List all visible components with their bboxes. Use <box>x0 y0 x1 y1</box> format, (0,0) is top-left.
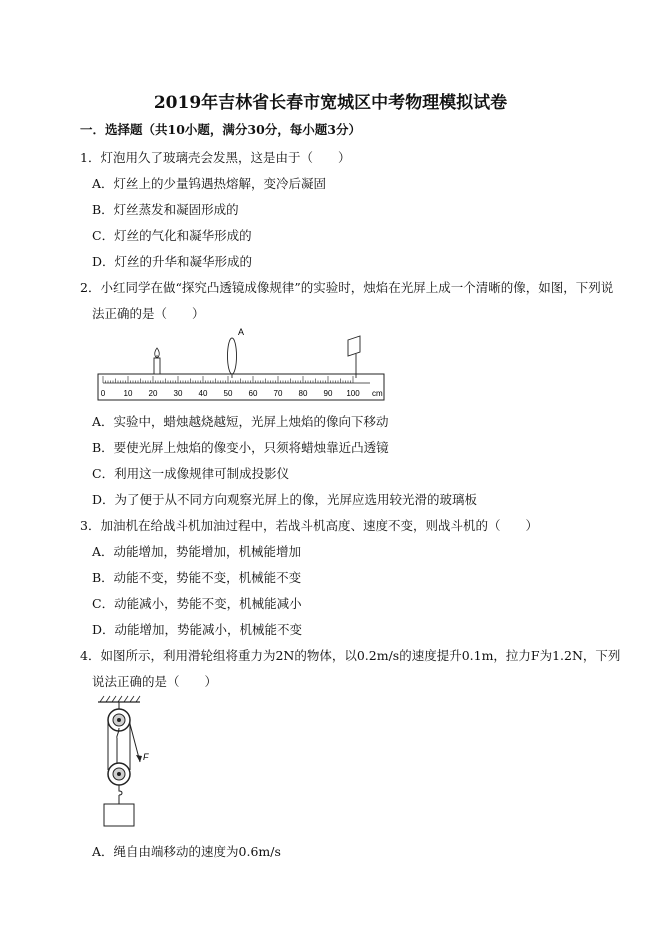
force-arrowhead <box>136 755 142 762</box>
ruler-label-80: 80 <box>298 389 308 398</box>
section-heading: 一．选择题（共10小题，满分30分，每小题3分） <box>80 122 361 137</box>
weight-block <box>104 804 134 826</box>
pulley-figure <box>96 694 176 834</box>
lens-label: A <box>238 327 245 337</box>
question-4-stem-line-2: 说法正确的是（ ） <box>92 674 218 689</box>
ruler-label-50: 50 <box>223 389 233 398</box>
question-1-option-d: D．灯丝的升华和凝华形成的 <box>92 254 253 269</box>
ruler-label-0: 0 <box>100 389 106 398</box>
ruler-label-70: 70 <box>273 389 283 398</box>
optical-bench-ruler <box>98 374 384 400</box>
ruler-unit-label: cm <box>372 389 383 398</box>
candle <box>154 348 160 374</box>
light-screen <box>348 336 360 378</box>
ruler-label-10: 10 <box>123 389 133 398</box>
question-3-option-c: C．动能减小，势能不变，机械能减小 <box>92 596 302 611</box>
question-3-option-d: D．动能增加，势能减小，机械能不变 <box>92 622 303 637</box>
fixed-pulley <box>108 709 130 738</box>
force-label: F <box>143 752 149 762</box>
question-3-option-a: A．动能增加，势能增加，机械能增加 <box>92 544 302 559</box>
ruler-label-40: 40 <box>198 389 208 398</box>
question-2-stem-line-2: 法正确的是（ ） <box>92 306 205 321</box>
convex-lens <box>228 327 245 378</box>
question-4-stem-line-1: 4．如图所示，利用滑轮组将重力为2N的物体，以0.2m/s的速度提升0.1m，拉力F为1.2N，下列 <box>80 648 621 663</box>
question-1-option-c: C．灯丝的气化和凝华形成的 <box>92 228 252 243</box>
question-3-option-b: B．动能不变，势能不变，机械能不变 <box>92 570 302 585</box>
ruler-label-60: 60 <box>248 389 258 398</box>
question-2-option-d: D．为了便于从不同方向观察光屏上的像，光屏应选用较光滑的玻璃板 <box>92 492 478 507</box>
question-1-stem: 1．灯泡用久了玻璃壳会发黑，这是由于（ ） <box>80 150 351 165</box>
optical-bench-figure <box>90 326 390 406</box>
question-2-option-c: C．利用这一成像规律可制成投影仪 <box>92 466 290 481</box>
ruler-label-100: 100 <box>346 389 360 398</box>
question-2-stem-line-1: 2．小红同学在做“探究凸透镜成像规律”的实验时，烛焰在光屏上成一个清晰的像，如图，下列说 <box>80 280 614 295</box>
question-1-option-a: A．灯丝上的少量钨遇热熔解，变冷后凝固 <box>92 176 327 191</box>
ceiling-support <box>98 696 140 710</box>
movable-pulley <box>108 763 130 804</box>
question-1-option-b: B．灯丝蒸发和凝固形成的 <box>92 202 239 217</box>
ruler-label-90: 90 <box>323 389 333 398</box>
ruler-label-20: 20 <box>148 389 158 398</box>
page-title: 2019年吉林省长春市宽城区中考物理模拟试卷 <box>153 93 508 113</box>
question-4-option-a: A．绳自由端移动的速度为0.6m/s <box>92 844 281 859</box>
question-3-stem: 3．加油机在给战斗机加油过程中，若战斗机高度、速度不变，则战斗机的（ ） <box>80 518 538 533</box>
question-2-option-a: A．实验中，蜡烛越烧越短，光屏上烛焰的像向下移动 <box>92 414 389 429</box>
question-2-option-b: B．要使光屏上烛焰的像变小，只须将蜡烛靠近凸透镜 <box>92 440 389 455</box>
ruler-label-30: 30 <box>173 389 183 398</box>
